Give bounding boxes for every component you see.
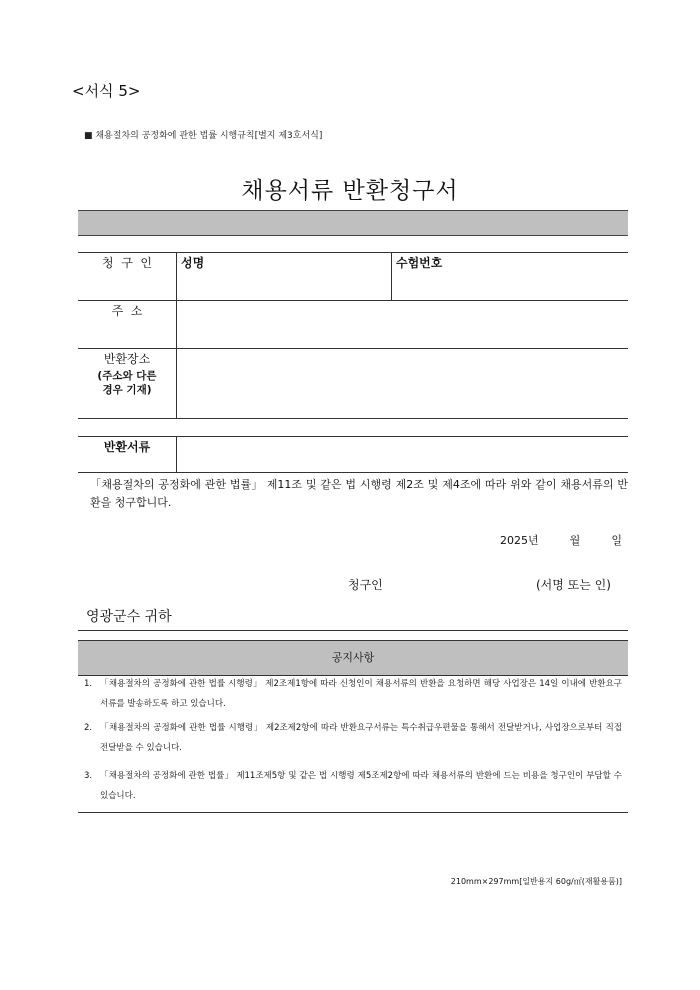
table-line [78, 472, 628, 473]
divider [78, 630, 628, 631]
return-place-label-block [79, 350, 175, 397]
notice-number: 1. [84, 679, 93, 689]
address-field[interactable] [178, 302, 626, 346]
date-month: 월 [569, 534, 581, 547]
table-line [78, 252, 628, 253]
notice-item [84, 718, 622, 758]
name-field[interactable] [228, 254, 388, 298]
table-line [78, 300, 628, 301]
notice-item [84, 766, 622, 806]
table-line [78, 436, 628, 437]
table-line [78, 418, 628, 419]
claimant-label: 청 구 인 [101, 256, 153, 270]
table-divider [391, 252, 392, 300]
return-place-field[interactable] [178, 350, 626, 416]
notice-text: 「채용절차의 공정화에 관한 법률 시행령」 제2조제2항에 따라 반환요구서류는 특수취급우편물을 통해서 전달받거나, 사업장으로부터 직접 전달받을 수 있습니다. [100, 723, 622, 753]
addressee: 영광군수 귀하 [86, 609, 172, 625]
divider [78, 812, 628, 813]
table-divider [176, 436, 177, 472]
claim-statement [78, 476, 628, 512]
form-label: <서식 5> [72, 82, 141, 100]
table-divider [176, 252, 177, 418]
notice-number: 2. [84, 723, 93, 733]
return-docs-label: 반환서류 [103, 440, 151, 454]
document-title: 채용서류 반환청구서 [241, 178, 459, 204]
return-place-label: 반환장소 [103, 352, 151, 366]
notice-item [84, 674, 622, 714]
date-line [500, 532, 622, 548]
date-day: 일 [611, 534, 622, 547]
claim-statement-text: 「채용절차의 공정화에 관한 법률」 제11조 및 같은 법 시행령 제2조 및 제4조에 따라 위와 같이 채용서류의 반환을 청구합니다. [90, 478, 628, 509]
date-year: 2025년 [500, 534, 539, 547]
table-line [78, 348, 628, 349]
notice-heading: 공지사항 [78, 640, 628, 676]
notice-text: 「채용절차의 공정화에 관한 법률 시행령」 제2조제1항에 따라 신청인이 채용서류의 반환을 요청하면 해당 사업장은 14일 이내에 반환요구서류를 발송하도록 하고 있습니다. [100, 679, 622, 709]
signature-note: (서명 또는 인) [536, 578, 611, 592]
exam-number-label: 수험번호 [396, 256, 443, 270]
notice-number: 3. [84, 771, 93, 781]
header-bar [78, 210, 628, 236]
law-reference: ■ 채용절차의 공정화에 관한 법률 시행규칙[별지 제3호서식] [84, 131, 323, 141]
return-place-note: (주소와 다른 경우 기재) [97, 370, 157, 396]
claimant-sign-label: 청구인 [348, 578, 383, 592]
notice-text: 「채용절차의 공정화에 관한 법률」 제11조제5항 및 같은 법 시행령 제5조제2항에 따라 채용서류의 반환에 드는 비용을 청구인이 부담할 수 있습니다. [100, 771, 622, 801]
name-label: 성명 [181, 256, 205, 270]
return-docs-field[interactable] [178, 438, 626, 470]
paper-spec: 210mm×297mm[일반용지 60g/㎡(재활용품)] [450, 877, 622, 886]
address-label: 주 소 [111, 304, 143, 318]
exam-number-field[interactable] [450, 254, 626, 298]
